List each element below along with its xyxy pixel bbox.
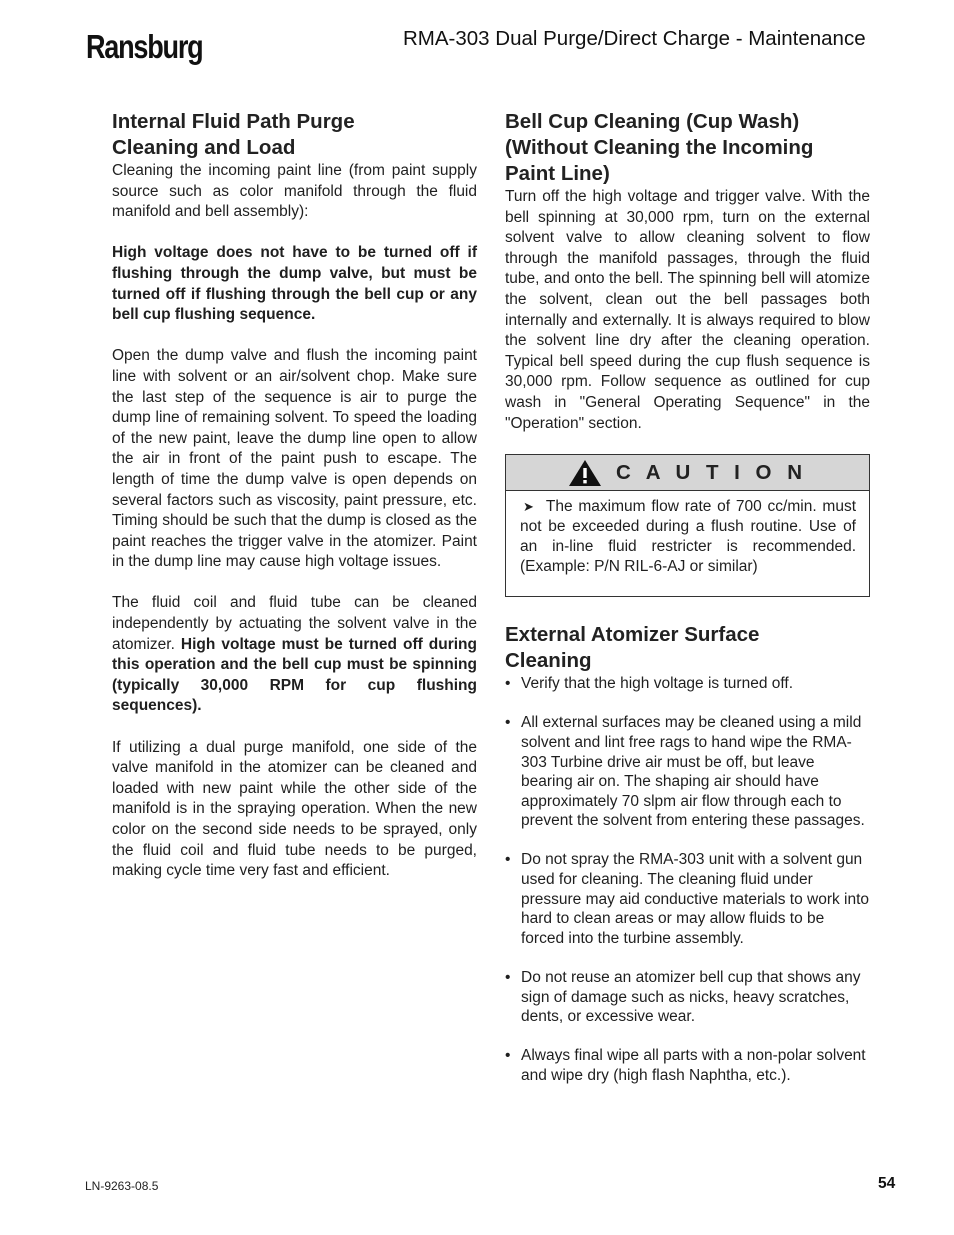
caution-message: The maximum flow rate of 700 cc/min. must not be exceeded during a flush routine. Use of an in-line fluid restricter is recommended. (Example: P/N RIL-6-AJ or similar): [520, 498, 856, 576]
heading-line: Bell Cup Cleaning (Cup Wash): [505, 110, 800, 133]
left-column: [112, 109, 477, 882]
list-item-text: Always final wipe all parts with a non-polar solvent and wipe dry (high flash Naphtha, etc.).: [521, 1047, 866, 1084]
arrow-icon: ➤: [523, 499, 534, 515]
paragraph-intro: Cleaning the incoming paint line (from paint supply source such as color manifold through the fluid manifold and bell assembly):: [112, 162, 477, 221]
right-column: [505, 109, 870, 1086]
list-item: [505, 713, 870, 831]
list-item-text: Do not reuse an atomizer bell cup that shows any sign of damage such as nicks, heavy scratches, dents, or excessive wear.: [521, 969, 861, 1026]
bullet-icon: •: [505, 675, 511, 693]
list-spacer: [505, 831, 870, 851]
fluid-coil-bold-text: High voltage must be turned off during this operation and the bell cup must be spinning (typically 30,000 RPM for cup flushing sequences).: [112, 635, 477, 715]
list-item-text: Do not spray the RMA-303 unit with a solvent gun used for cleaning. The cleaning fluid under pressure may aid conductive materials to work into hard to clean areas or may allow fluids to be forced into the turbine assembly.: [521, 851, 870, 947]
list-item-text: Verify that the high voltage is turned off.: [521, 675, 793, 693]
caution-header: [506, 455, 869, 491]
caution-box: [505, 454, 870, 597]
list-item-text: All external surfaces may be cleaned using a mild solvent and lint free rags to hand wipe the RMA-303 Turbine drive air must be off, but leave bearing air on. The shaping air should have approximately 70 slpm air flow through each to prevent the solvent from entering these passages.: [521, 714, 865, 830]
bullet-icon: •: [505, 969, 511, 987]
list-item: [505, 850, 870, 948]
page-number: 54: [878, 1175, 896, 1192]
document-title: RMA-303 Dual Purge/Direct Charge - Maintenance: [403, 27, 866, 50]
paragraph-dump-valve: Open the dump valve and flush the incoming paint line with solvent or an air/solvent chop. Make sure the last step of the sequence is air to purge the dump line of remaining solvent. To speed the loading of the new paint, leave the dump line open to allow the air in front of the paint push to escape. The length of time the dump valve is open depends on several factors such as viscosity, paint pressure, etc. Timing should be such that the dump is closed as the paint reaches the trigger valve in the atomizer. Paint in the dump line may cause high voltage issues.: [112, 347, 477, 571]
bullet-icon: •: [505, 714, 511, 732]
list-spacer: [505, 948, 870, 968]
cleaning-bullet-list: [505, 674, 870, 1085]
heading-line: Cleaning: [505, 649, 592, 673]
section-heading-internal-purge: [112, 109, 477, 161]
caution-body: [506, 491, 869, 596]
paragraph-cup-wash: Turn off the high voltage and trigger valve. With the bell spinning at 30,000 rpm, turn on the external solvent valve to allow cleaning solvent to flow through the manifold passages, through the fluid tube, and onto the bell. The spinning bell will atomize the solvent, clean out the bell passages both internally and externally. It is always required to blow the solvent line dry after the cleaning operation. Typical bell speed during the cup flush sequence is 30,000 rpm. Follow sequence as outlined for cup wash in "General Operating Sequence" in the "Operation" section.: [505, 188, 870, 432]
heading-line: Cleaning and Load: [112, 136, 296, 159]
fluid-coil-text: The fluid coil and fluid tube can be cleaned independently by actuating the solvent valve in the atomizer.: [112, 594, 477, 653]
caution-text: [520, 497, 856, 577]
heading-line: Internal Fluid Path Purge: [112, 110, 355, 133]
paragraph-dual-purge: If utilizing a dual purge manifold, one side of the valve manifold in the atomizer can be cleaned and loaded with new paint while the other side of the manifold is in the spraying operation. When the new color on the second side needs to be sprayed, only the fluid coil and fluid tube needs to be purged, making cycle time very fast and efficient.: [112, 738, 477, 880]
list-spacer: [505, 1027, 870, 1047]
paragraph-fluid-coil: [112, 593, 477, 717]
list-spacer: [505, 694, 870, 714]
list-item: [505, 674, 870, 694]
list-item: [505, 968, 870, 1027]
bullet-icon: •: [505, 851, 511, 869]
section-heading-external-cleaning: [505, 622, 870, 674]
bullet-icon: •: [505, 1047, 511, 1065]
caution-label: C A U T I O N: [615, 460, 808, 484]
list-item: [505, 1046, 870, 1085]
ransburg-logo: Ransburg: [86, 28, 203, 65]
document-number: LN-9263-08.5: [85, 1179, 159, 1193]
heading-line: (Without Cleaning the Incoming: [505, 136, 814, 159]
warning-triangle-icon: [568, 459, 602, 487]
heading-line: External Atomizer Surface: [505, 623, 760, 647]
heading-line: Paint Line): [505, 162, 610, 185]
paragraph-high-voltage-warning: High voltage does not have to be turned off if flushing through the dump valve, but must be turned off if flushing through the bell cup or any bell cup flushing sequence.: [112, 244, 477, 324]
section-heading-bell-cup-cleaning: [505, 109, 870, 187]
